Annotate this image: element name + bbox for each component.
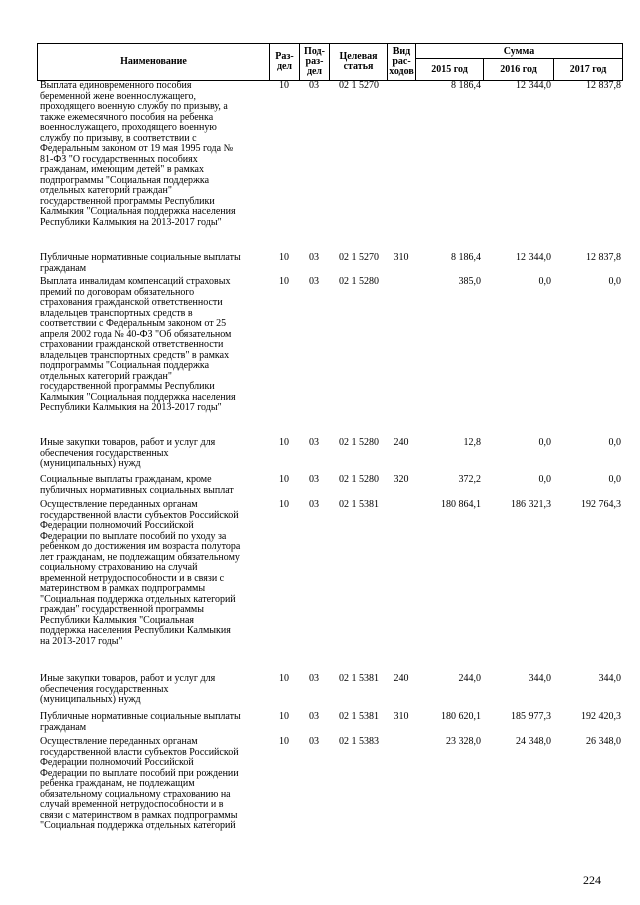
row-2015: 385,0: [458, 276, 481, 287]
row-2016: 0,0: [538, 474, 551, 485]
table-row: [37, 674, 623, 712]
table-row: [37, 500, 623, 674]
row-celevaya: 02 1 5381: [339, 673, 379, 684]
row-2016: 344,0: [528, 673, 551, 684]
row-2015: 23 328,0: [446, 736, 481, 747]
row-2016: 12 344,0: [516, 80, 551, 91]
table-row: [37, 737, 623, 849]
row-vid: 320: [393, 474, 409, 485]
header-name: Наименование: [38, 44, 270, 80]
row-razdel: 10: [279, 736, 289, 747]
table-row: [37, 277, 623, 438]
row-2017: 0,0: [608, 437, 621, 448]
row-2017: 192 764,3: [581, 499, 621, 510]
row-2015: 180 620,1: [441, 711, 481, 722]
row-vid: 240: [393, 673, 409, 684]
table-row: [37, 475, 623, 500]
row-razdel: 10: [279, 673, 289, 684]
row-celevaya: 02 1 5280: [339, 437, 379, 448]
row-name: Социальные выплаты гражданам, кроме публичных нормативных социальных выплат: [40, 474, 234, 496]
row-name: Иные закупки товаров, работ и услуг для обеспечения государственных (муниципальных) нужд: [40, 437, 216, 469]
row-name: Публичные нормативные социальные выплаты гражданам: [40, 252, 241, 274]
header-year-2017: 2017 год: [569, 63, 607, 75]
row-razdel: 10: [279, 276, 289, 287]
row-2016: 186 321,3: [511, 499, 551, 510]
row-2017: 192 420,3: [581, 711, 621, 722]
row-name: Публичные нормативные социальные выплаты гражданам: [40, 711, 241, 733]
row-name: Выплата инвалидам компенсаций страховых премий по договорам обязательного страхования гражданской ответственности владельцев транспортных средств в соответствии с Федеральным законом от 25 апреля 2002 года № 40-ФЗ "Об обязательном страховании гражданской ответственности владельцев транспортных средств" в рамках подпрограммы "Социальная поддержка отдельных категорий граждан" государственной программы Республики Калмыкия "Социальная поддержка населения Республики Калмыкия на 2013-2017 годы": [40, 276, 236, 413]
row-podrazdel: 03: [309, 276, 319, 287]
row-name: Иные закупки товаров, работ и услуг для обеспечения государственных (муниципальных) нужд: [40, 673, 216, 705]
row-vid: 310: [393, 711, 409, 722]
row-2015: 244,0: [458, 673, 481, 684]
row-2016: 0,0: [538, 276, 551, 287]
row-2017: 12 837,8: [586, 252, 621, 263]
header-celevaya-statya: Целевая статья: [330, 44, 388, 80]
row-vid: 310: [393, 252, 409, 263]
row-2015: 12,8: [463, 437, 481, 448]
row-razdel: 10: [279, 252, 289, 263]
header-vid-rashodov: Вид рас- ходов: [388, 44, 416, 80]
table-row: [37, 253, 623, 277]
row-celevaya: 02 1 5381: [339, 499, 379, 510]
row-podrazdel: 03: [309, 474, 319, 485]
row-razdel: 10: [279, 499, 289, 510]
row-celevaya: 02 1 5270: [339, 80, 379, 91]
header-summa: Сумма: [416, 44, 622, 59]
row-celevaya: 02 1 5381: [339, 711, 379, 722]
row-podrazdel: 03: [309, 252, 319, 263]
row-razdel: 10: [279, 711, 289, 722]
row-podrazdel: 03: [309, 736, 319, 747]
row-2016: 0,0: [538, 437, 551, 448]
row-celevaya: 02 1 5280: [339, 276, 379, 287]
row-podrazdel: 03: [309, 437, 319, 448]
header-razdel: Раз- дел: [270, 44, 300, 80]
table-row: [37, 81, 623, 253]
row-podrazdel: 03: [309, 673, 319, 684]
table-row: [37, 438, 623, 475]
row-2015: 372,2: [458, 474, 481, 485]
row-podrazdel: 03: [309, 499, 319, 510]
row-podrazdel: 03: [309, 80, 319, 91]
row-2017: 344,0: [598, 673, 621, 684]
row-podrazdel: 03: [309, 711, 319, 722]
row-vid: 240: [393, 437, 409, 448]
row-name: Осуществление переданных органам государственной власти субъектов Российской Федерации полномочий Российской Федерации по выплате пособий по уходу за ребенком до достижения им возраста полутора лет гражданам, не подлежащим обязательному социальному страхованию на случай временной нетрудоспособности и в связи с материнством в рамках подпрограммы "Социальная поддержка отдельных категорий граждан" государственной программы Республики Калмыкия "Социальная поддержка населения Республики Калмыкия на 2013-2017 годы": [40, 499, 241, 647]
header-podrazdel: Под- раз- дел: [300, 44, 330, 80]
row-razdel: 10: [279, 474, 289, 485]
row-2016: 24 348,0: [516, 736, 551, 747]
page-number: 224: [583, 873, 601, 887]
row-2017: 0,0: [608, 276, 621, 287]
row-2015: 8 186,4: [451, 80, 481, 91]
row-2017: 12 837,8: [586, 80, 621, 91]
row-2015: 8 186,4: [451, 252, 481, 263]
row-razdel: 10: [279, 80, 289, 91]
row-celevaya: 02 1 5280: [339, 474, 379, 485]
row-name: Осуществление переданных органам государственной власти субъектов Российской Федерации полномочий Российской Федерации по выплате пособий при рождении ребенка гражданам, не подлежащим обязательному социальному страхованию на случай временной нетрудоспособности и в связи с материнством в рамках подпрограммы "Социальная поддержка отдельных категорий: [40, 736, 239, 831]
budget-table: [37, 43, 623, 849]
table-header: [37, 43, 623, 81]
row-name: Выплата единовременного пособия беременной жене военнослужащего, проходящего военную службу по призыву, а также ежемесячного пособия на ребенка военнослужащего, проходящего военную службу по призыву, в соответствии с Федеральным законом от 19 мая 1995 года № 81-ФЗ "О государственных пособиях гражданам, имеющим детей" в рамках подпрограммы "Социальная поддержка отдельных категорий граждан" государственной программы Республики Калмыкия "Социальная поддержка населения Республики Калмыкия на 2013-2017 годы": [40, 80, 236, 228]
row-2016: 185 977,3: [511, 711, 551, 722]
row-celevaya: 02 1 5383: [339, 736, 379, 747]
row-celevaya: 02 1 5270: [339, 252, 379, 263]
row-razdel: 10: [279, 437, 289, 448]
row-2017: 26 348,0: [586, 736, 621, 747]
header-year-2016: 2016 год: [484, 58, 554, 80]
row-2016: 12 344,0: [516, 252, 551, 263]
row-2015: 180 864,1: [441, 499, 481, 510]
row-2017: 0,0: [608, 474, 621, 485]
table-row: [37, 712, 623, 737]
header-year-2015: 2015 год: [416, 58, 484, 80]
